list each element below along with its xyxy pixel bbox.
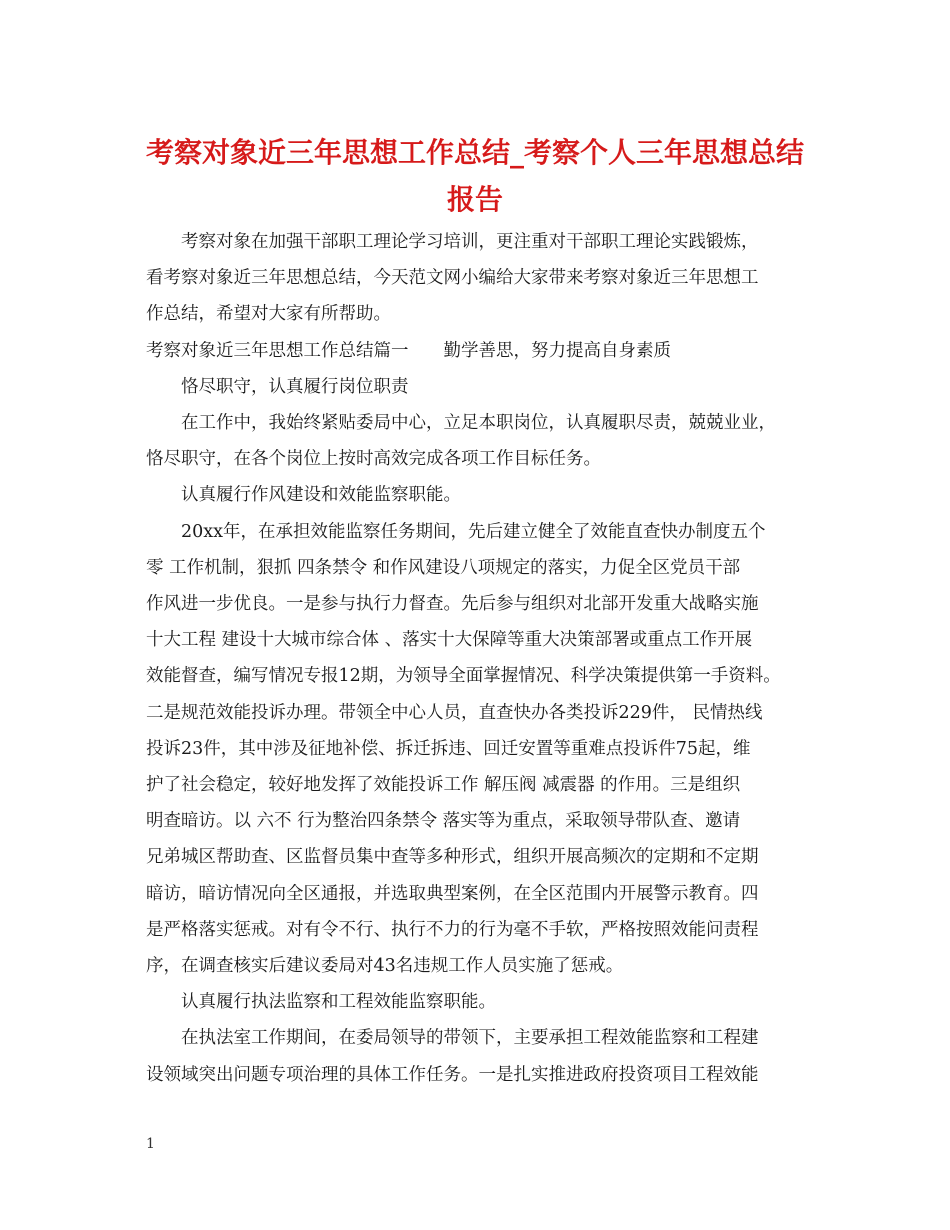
body-line: 作风进一步优良。一是参与执行力督查。先后参与组织对北部开发重大战略实施	[146, 594, 759, 614]
body-line: 二是规范效能投诉办理。带领全中心人员，直查快办各类投诉229件， 民情热线	[146, 702, 763, 723]
body-line: 十大工程 建设十大城市综合体 、落实十大保障等重大决策部署或重点工作开展	[146, 630, 753, 651]
body-line: 考察对象近三年思想工作总结篇一 勤学善思，努力提高自身素质	[146, 340, 671, 361]
document-title-line-2: 报告	[446, 183, 503, 216]
body-line: 是严格落实惩戒。对有令不行、执行不力的行为毫不手软，严格按照效能问责程	[146, 919, 759, 940]
body-line: 效能督查，编写情况专报12期，为领导全面掌握情况、科学决策提供第一手资料。	[146, 666, 781, 687]
body-line: 序，在调查核实后建议委局对43名违规工作人员实施了惩戒。	[146, 956, 624, 976]
document-title-line-1: 考察对象近三年思想工作总结_考察个人三年思想总结	[145, 136, 804, 169]
body-line: 作总结，希望对大家有所帮助。	[146, 304, 391, 325]
body-line: 护了社会稳定，较好地发挥了效能投诉工作 解压阀 减震器 的作用。三是组织	[146, 775, 741, 795]
body-line: 暗访，暗访情况向全区通报，并选取典型案例，在全区范围内开展警示教育。四	[146, 883, 759, 904]
page-number: 1	[146, 1136, 155, 1152]
body-line: 考察对象在加强干部职工理论学习培训，更注重对干部职工理论实践锻炼，	[146, 232, 759, 252]
body-line: 设领域突出问题专项治理的具体工作任务。一是扎实推进政府投资项目工程效能	[146, 1064, 759, 1085]
body-line: 认真履行执法监察和工程效能监察职能。	[146, 992, 496, 1013]
body-line: 认真履行作风建设和效能监察职能。	[146, 485, 461, 506]
body-line: 20xx年，在承担效能监察任务期间，先后建立健全了效能直查快办制度五个	[146, 521, 766, 542]
body-line: 恪尽职守，在各个岗位上按时高效完成各项工作目标任务。	[146, 449, 601, 470]
body-line: 看考察对象近三年思想总结，今天范文网小编给大家带来考察对象近三年思想工	[146, 268, 759, 289]
body-line: 投诉23件，其中涉及征地补偿、拆迁拆违、回迁安置等重难点投诉件75起，维	[146, 738, 751, 759]
body-line: 在工作中，我始终紧贴委局中心，立足本职岗位，认真履职尽责，兢兢业业，	[146, 413, 776, 433]
body-line: 兄弟城区帮助查、区监督员集中查等多种形式，组织开展高频次的定期和不定期	[146, 847, 759, 868]
body-line: 在执法室工作期间，在委局领导的带领下，主要承担工程效能监察和工程建	[146, 1028, 759, 1049]
body-line: 零 工作机制，狠抓 四条禁令 和作风建设八项规定的落实，力促全区党员干部	[146, 557, 741, 578]
body-line: 明查暗访。以 六不 行为整治四条禁令 落实等为重点，采取领导带队查、邀请	[146, 811, 741, 832]
body-line: 恪尽职守，认真履行岗位职责	[146, 376, 409, 397]
